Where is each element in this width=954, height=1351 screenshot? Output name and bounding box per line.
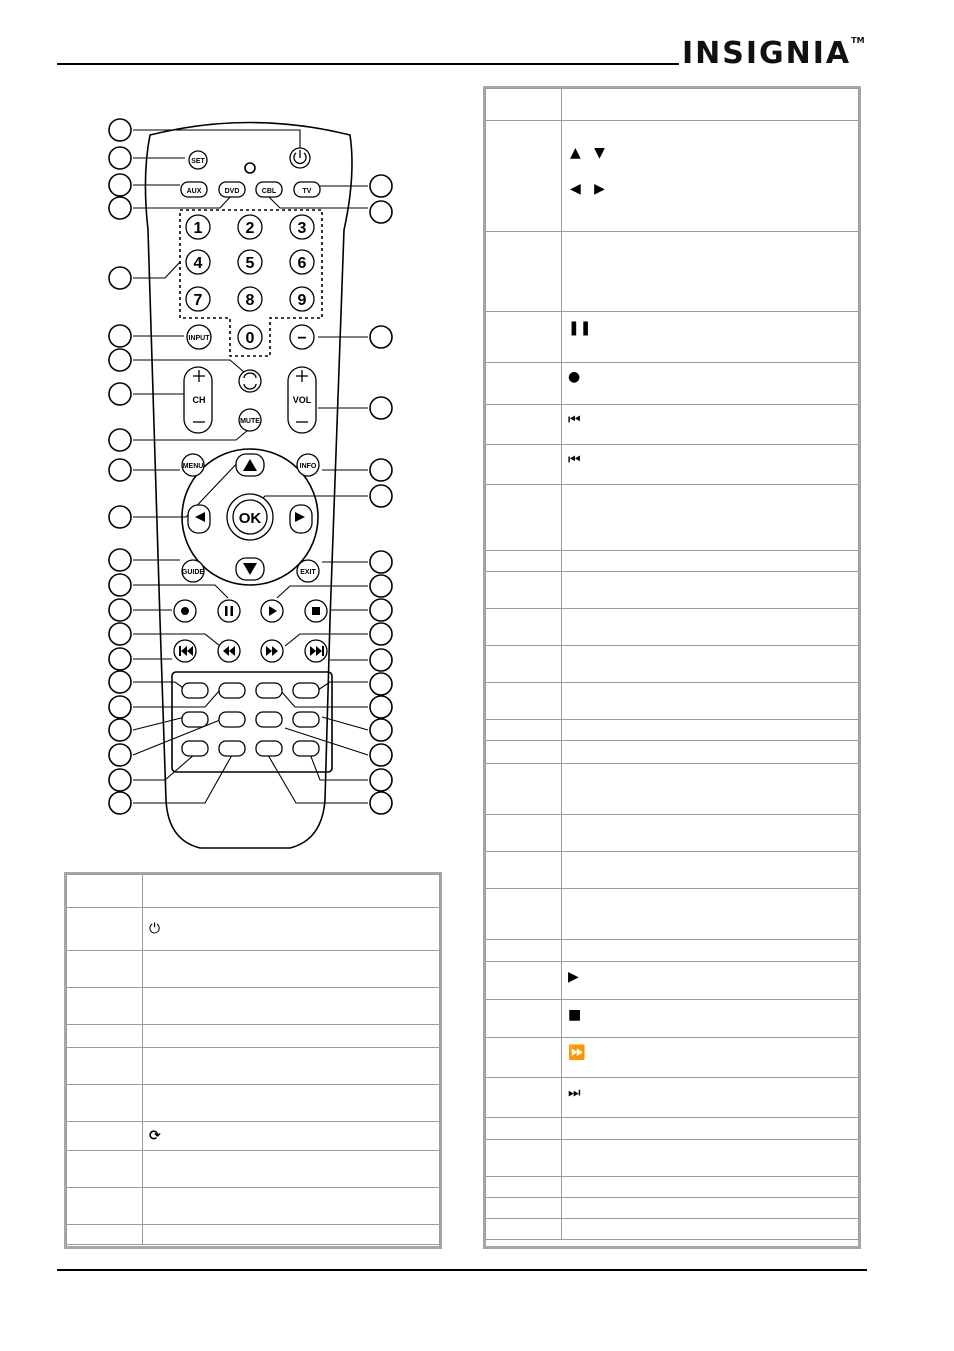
trademark: TM [851,36,865,45]
brand-name: INSIGNIA [682,36,852,71]
pause-icon: ❚❚ [568,320,592,336]
digit-0: 0 [245,330,255,347]
set-label: SET [191,158,205,165]
digit-8: 8 [245,292,255,309]
left-table [64,872,442,1249]
ok-label: OK [238,510,262,527]
header-cell [486,89,562,121]
digit-1: 1 [193,220,203,237]
minus-label: − [297,330,307,347]
insignia-logo [682,36,865,71]
digit-5: 5 [245,255,255,272]
play-icon: ▶ [568,969,579,985]
skip-back-icon: ⏮ [568,452,581,468]
fast-forward-icon: ⏩ [568,1045,586,1061]
digit-7: 7 [193,292,203,309]
ch-label: CH [192,395,206,405]
digit-6: 6 [297,255,307,272]
digit-9: 9 [297,292,307,309]
left-right-arrow-icons: ◀ ▶ [570,181,605,197]
pause-button [218,600,240,622]
info-label: INFO [299,463,317,470]
remote-control-diagram [0,0,480,870]
input-label: INPUT [188,335,210,342]
up-down-arrow-icons: ▲ ▼ [570,145,605,161]
header-cell [143,875,440,908]
recall-icon: ⟳ [149,1128,161,1144]
header-cell [562,89,859,121]
right-table [483,86,861,1249]
footer-rule [57,1269,867,1271]
digit-4: 4 [193,255,203,272]
aux-label: AUX [186,188,202,195]
record-icon: ● [568,369,581,385]
cbl-label: CBL [261,188,277,195]
tv-label: TV [302,188,312,195]
power-icon: ⏻ [149,921,161,937]
exit-label: EXIT [300,569,316,576]
rewind-icon: ⏮ [568,412,581,428]
menu-label: MENU [182,463,204,470]
digit-3: 3 [297,220,307,237]
led-indicator [245,163,255,173]
header-cell [67,875,143,908]
skip-forward-icon: ⏭ [568,1085,581,1101]
dvd-label: DVD [224,188,240,195]
guide-label: GUIDE [181,569,205,576]
vol-label: VOL [292,395,312,405]
digit-2: 2 [245,220,255,237]
mute-label: MUTE [240,418,260,425]
stop-icon: ■ [568,1007,582,1023]
